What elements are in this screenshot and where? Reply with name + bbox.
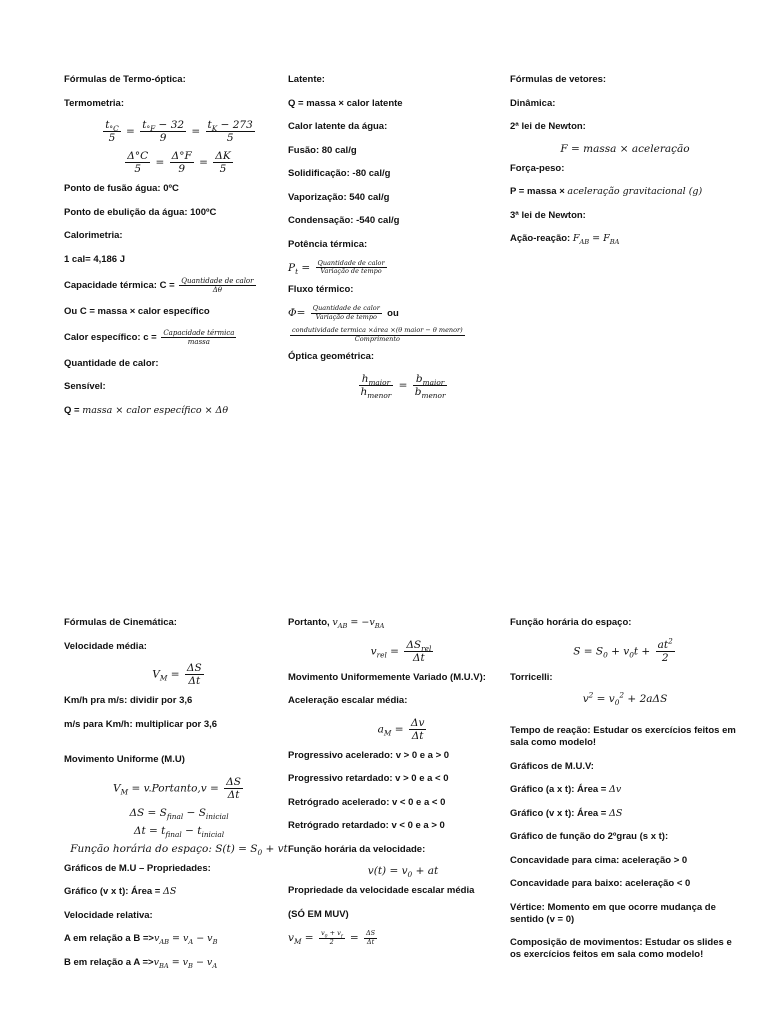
vel-relativa-heading: Velocidade relativa: [64, 909, 153, 921]
forca-peso-heading: Força-peso: [510, 162, 565, 174]
sensivel-heading: Sensível: [64, 381, 106, 393]
grafico-2grau: Gráfico de função do 2ºgrau (s x t): [510, 831, 669, 843]
solidificacao: Solidificação: -80 cal/g [288, 168, 391, 179]
fusao: Fusão: 80 cal/g [288, 144, 357, 156]
termometria-heading: Termometria: [64, 97, 125, 109]
fusao-agua: Ponto de fusão água: 0ºC [64, 183, 179, 195]
calor-especifico [64, 329, 294, 346]
q-label: Q = [64, 404, 83, 416]
acel-media-formula: $a_M$ = $\frac{\Delta v}{\Delta t}$ [377, 716, 425, 742]
capacidade-termica [64, 277, 294, 294]
vaporizacao: Vaporização: 540 cal/g [288, 191, 390, 203]
calor-especifico-numerator: Capacidade térmica [163, 329, 235, 338]
potencia-numerator: Quantidade de calor [317, 259, 385, 267]
conducao-denominator: Comprimento [354, 334, 400, 343]
capacidade-fraction [179, 277, 255, 294]
portanto-relative: Portanto, $v_{AB} = -v_{BA}$ [288, 617, 385, 630]
peso-label: P = massa × [510, 186, 568, 197]
kmh-to-ms: Km/h pra m/s: dividir por 3,6 [64, 695, 193, 707]
q-sensivel-formula [64, 405, 294, 417]
so-muv-note: (SÓ EM MUV) [288, 908, 349, 920]
potencia-heading: Potência térmica: [288, 238, 368, 250]
temperature-scales-formula: $\frac{t_{^\circ C}}{5}$ = $\frac{t_{^\circ F} - 32}{9}$ = $\frac{t_K - 273}{5}$ [105, 119, 253, 145]
peso-expression: aceleração gravitacional (g) [567, 186, 703, 197]
grafico-vt-muv: Gráfico (v x t): Área = ΔS [510, 807, 623, 819]
torricelli-formula: $v^2 = v_0^2 + 2a\Delta S$ [582, 690, 668, 708]
graficos-mu-heading: Gráficos de M.U – Propriedades: [64, 862, 211, 874]
mu-velocity-formula: $V_M$ = v.Portanto,v = $\frac{\Delta S}{\Delta t}$ [113, 775, 241, 801]
vel-relativa-ab-label: A em relação a B => [64, 933, 154, 945]
calor-especifico-fraction [161, 329, 236, 346]
grafico-vt-mu-label: Gráfico (v x t): Área = [64, 886, 163, 898]
concavidade-cima: Concavidade para cima: aceleração > 0 [510, 854, 688, 866]
potencia-denominator: Variação de tempo [320, 267, 382, 276]
calor-especifico-label: Calor específico: c = [64, 332, 160, 344]
latente-title: Latente: [288, 74, 325, 85]
vel-relativa-ba-label: B em relação a A => [64, 956, 154, 968]
potencia-formula: $P_t$ = $\frac{\text{Quantidade de calor}}{\text{Variação de tempo}}$ [288, 259, 385, 277]
retrogrado-acelerado: Retrógrado acelerado: v < 0 e a < 0 [288, 796, 446, 808]
vel-media-formula: $V_M$ = $\frac{\Delta S}{\Delta t}$ [152, 662, 202, 688]
vetores-title: Fórmulas de vetores: [510, 74, 607, 85]
funcao-velocidade-heading: Função horária da velocidade: [288, 843, 426, 855]
concavidade-baixo: Concavidade para baixo: aceleração < 0 [510, 878, 691, 890]
funcao-velocidade-formula: $v(t) = v_0$ + at [367, 865, 439, 880]
calor-latente-agua: Calor latente da água: [288, 121, 388, 132]
dinamica-heading: Dinâmica: [510, 97, 556, 109]
condensacao: Condensação: -540 cal/g [288, 215, 400, 226]
vertice-note: Vértice: Momento em que ocorre mudança de sentido (v = 0) [510, 901, 716, 925]
fluxo-formula: Φ= $\frac{\text{Quantidade de calor}}{\text{Variação de tempo}}$ ou [288, 304, 399, 321]
grafico-vt-muv-label: Gráfico (v x t): Área = [510, 807, 609, 819]
retrogrado-retardado: Retrógrado retardado: v < 0 e a > 0 [288, 820, 445, 832]
optica-heading: Óptica geométrica: [288, 351, 375, 363]
portanto-inline: Portanto, [151, 782, 201, 795]
portanto-label: Portanto, [288, 617, 333, 628]
newton2-heading: 2ª lei de Newton: [510, 121, 586, 132]
capacidade-denominator: Δθ [212, 286, 223, 295]
torricelli-heading: Torricelli: [510, 671, 553, 683]
fluxo-heading: Fluxo térmico: [288, 283, 354, 295]
calor-especifico-denominator: massa [187, 338, 210, 347]
delta-s-formula: $\Delta S = S_{final} - S_{inicial}$ [129, 806, 229, 821]
q-expression: massa × calor específico × Δθ [82, 404, 229, 416]
acel-escalar-heading: Aceleração escalar média: [288, 695, 408, 707]
optica-formula: $\frac{h_{maior}}{h_{menor}}$ = $\frac{b_{maior}}{b_{menor}}$ [360, 372, 446, 400]
acao-reacao-label: Ação-reação: [510, 233, 573, 244]
espaco-formula: $S = S_0 + v_0t$ + $\frac{at^2}{2}$ [573, 636, 673, 664]
ou-label: ou [387, 308, 399, 320]
quantidade-heading: Quantidade de calor: [64, 357, 159, 369]
progressivo-acelerado: Progressivo acelerado: v > 0 e a > 0 [288, 749, 450, 761]
mu-funcao-formula: Função horária do espaço: $S(t) = S_0$ + vt [70, 842, 288, 857]
capacidade-numerator: Quantidade de calor [181, 277, 254, 286]
peso-formula [510, 186, 740, 198]
newton3-heading: 3ª lei de Newton: [510, 209, 586, 221]
muv-heading: Movimento Uniformemente Variado (M.U.V): [288, 671, 486, 683]
grafico-vt-mu: Gráfico (v x t): Área = ΔS [64, 886, 177, 898]
conducao-formula [288, 327, 518, 343]
cal-conversion: 1 cal= 4,186 J [64, 253, 126, 265]
mu-funcao-label: Função horária do espaço: [70, 842, 212, 855]
cinematica-column [64, 617, 294, 980]
conducao-numerator: condutividade termica ×área ×(θ maior − θ menor) [292, 326, 463, 335]
ms-to-kmh: m/s para Km/h: multiplicar por 3,6 [64, 718, 218, 730]
q-latente-formula: Q = massa × calor latente [288, 97, 403, 109]
cinematica-title: Fórmulas de Cinemática: [64, 617, 177, 628]
vel-media-heading: Velocidade média: [64, 640, 147, 652]
fluxo-denominator: Variação de tempo [315, 312, 377, 321]
capacidade-label: Capacidade térmica: C = [64, 280, 178, 292]
vel-relativa-ba: B em relação a $A =>v_{BA} = v_B - v_A$ [64, 956, 218, 970]
espaco-column [510, 617, 740, 973]
tempo-reacao: Tempo de reação: Estudar os exercícios feitos em sala como modelo! [510, 725, 736, 749]
grafico-at-label: Gráfico (a x t): Área = [510, 784, 609, 796]
ebulicao-agua: Ponto de ebulição da água: 100ºC [64, 206, 217, 218]
progressivo-retardado: Progressivo retardado: v > 0 e a < 0 [288, 773, 449, 785]
composicao-note: Composição de movimentos: Estudar os slides e os exercícios feitos em sala como modelo! [510, 937, 732, 961]
fluxo-numerator: Quantidade de calor [312, 304, 380, 313]
latente-column [288, 74, 518, 406]
vrel-formula: $v_{rel}$ = $\frac{\Delta S_{rel}}{\Delta t}$ [370, 638, 432, 664]
delta-t-formula: $\Delta t = t_{final} - t_{inicial}$ [133, 824, 225, 839]
graficos-muv-heading: Gráficos de M.U.V: [510, 760, 594, 772]
espaco-title: Função horária do espaço: [510, 617, 632, 628]
grafico-at: Gráfico (a x t): Área = Δv [510, 784, 622, 796]
vetores-column [510, 74, 740, 257]
vel-relativa-ab: A em relação a $B =>v_{AB} = v_A - v_B$ [64, 933, 218, 947]
acao-reacao: Ação-reação: $F_{AB} = F_{BA}$ [510, 233, 620, 246]
propriedade-heading: Propriedade da velocidade escalar média [288, 885, 475, 897]
mu-heading: Movimento Uniforme (M.U) [64, 754, 185, 766]
termo-column [64, 74, 294, 428]
termo-title: Fórmulas de Termo-óptica: [64, 74, 186, 85]
newton2-formula: F = massa × aceleração [560, 142, 690, 155]
muv-column [288, 617, 518, 954]
calorimetria-heading: Calorimetria: [64, 230, 123, 242]
propriedade-formula: $v_M$ = $\frac{v_0 + v_f}{2}$ = $\frac{\Delta S}{\Delta t}$ [288, 929, 376, 947]
ou-c-formula: Ou C = massa × calor específico [64, 305, 210, 317]
temperature-variation-formula: $\frac{\Delta^\circ C}{5}$ = $\frac{\Delta^\circ F}{9}$ = $\frac{\Delta K}{5}$ [127, 150, 231, 176]
